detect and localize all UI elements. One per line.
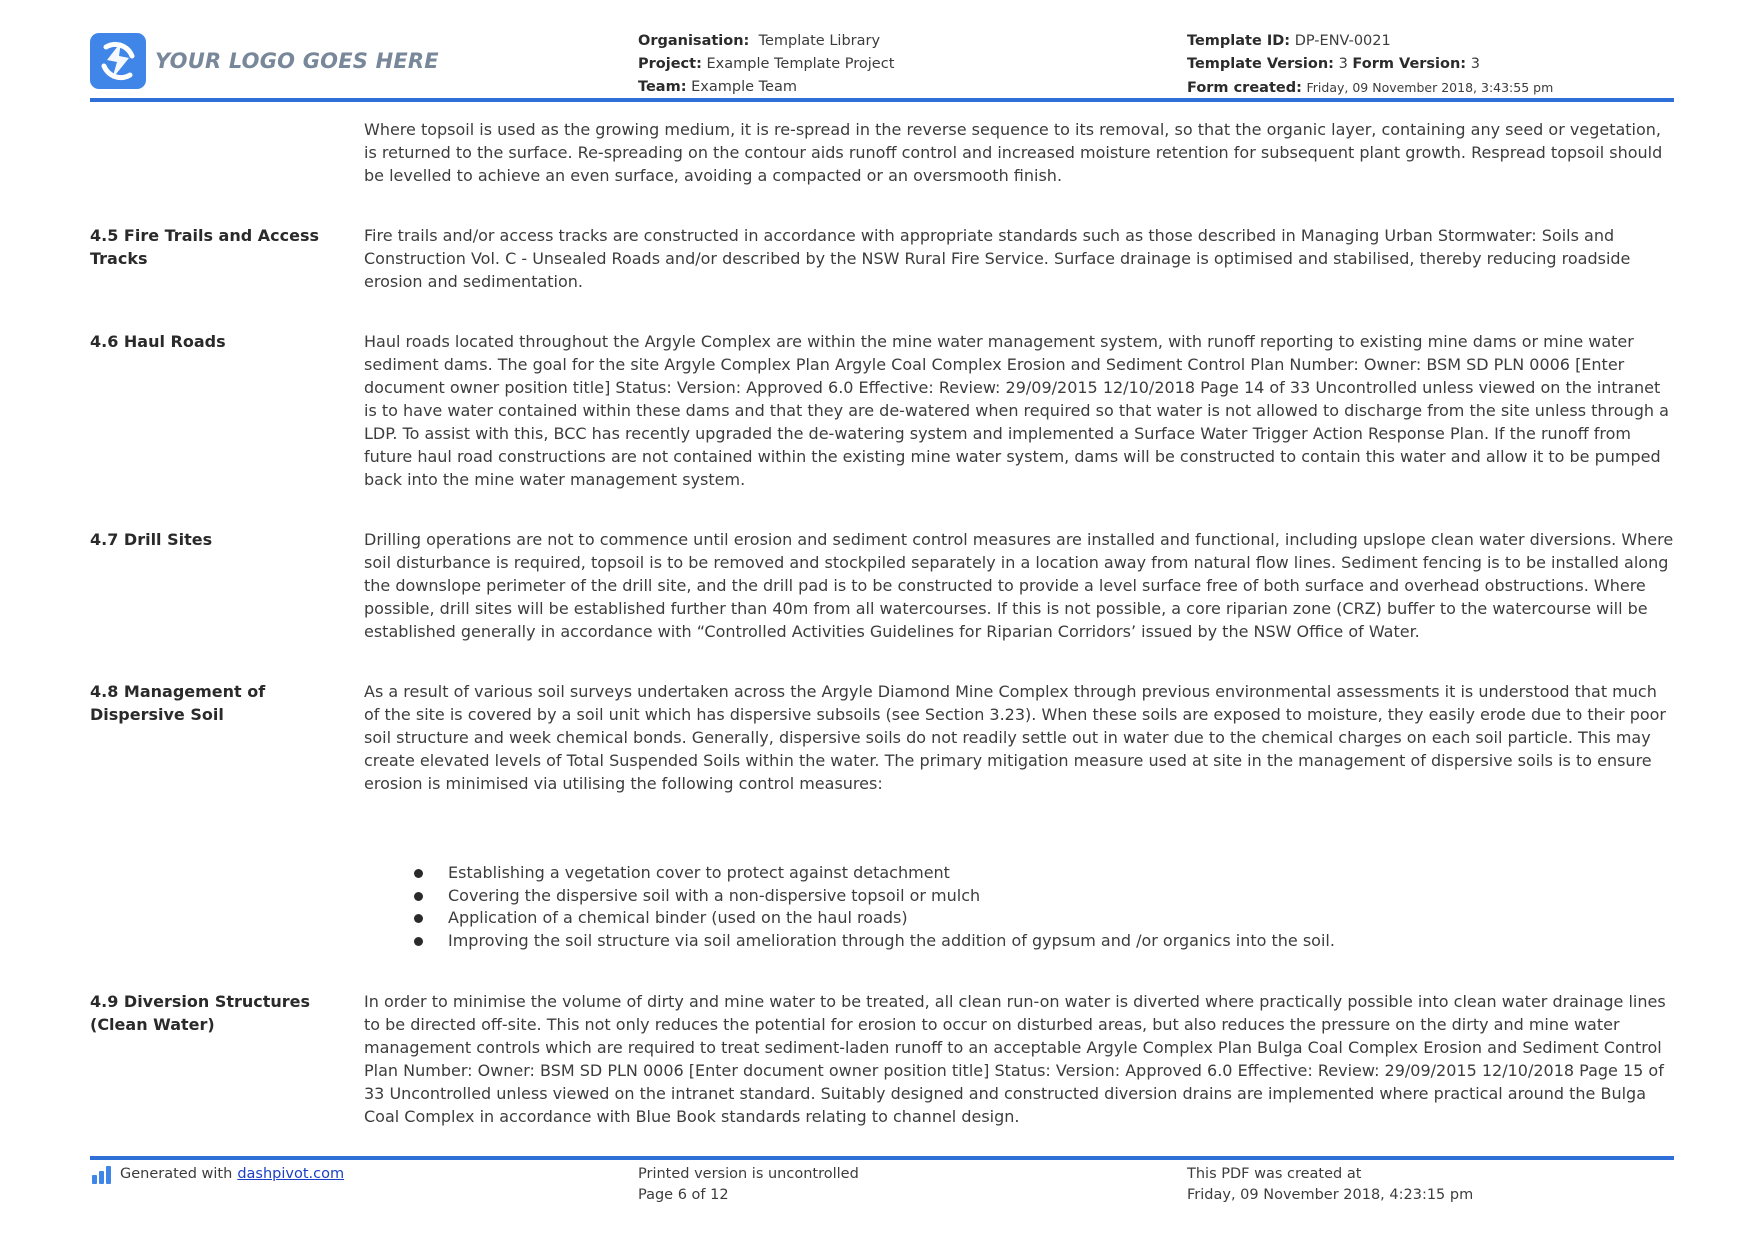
section-title: 4.8 Management of Dispersive Soil [90, 682, 266, 724]
team-value: Example Team [691, 79, 797, 95]
page-header [90, 28, 1674, 100]
form-version-value: 3 [1470, 56, 1480, 72]
list-item: Application of a chemical binder (used on the haul roads) [414, 907, 1674, 930]
project-label: Project: [638, 56, 702, 72]
list-item: Improving the soil structure via soil amelioration through the addition of gypsum and /or organics into the soil. [414, 930, 1674, 953]
list-item: Establishing a vegetation cover to protect against detachment [414, 862, 1674, 885]
section-fire-trails [90, 224, 1674, 293]
form-created-value: Friday, 09 November 2018, 3:43:55 pm [1306, 80, 1554, 95]
form-version-label: Form Version: [1352, 56, 1467, 72]
section-text: As a result of various soil surveys undertaken across the Argyle Diamond Mine Complex through previous environmental assessments it is understood that much of the site is covered by a soil unit which has dispersive subsoils (see Section 3.23). When these soils are exposed to moisture, they easily erode due to their poor soil structure and week chemical bonds. Generally, dispersive soils do not readily settle out in water due to the chemical charges on each soil particle. This may create elevated levels of Total Suspended Soils within the water. The primary mitigation measure used at site in the management of dispersive soils is to ensure erosion is minimised via utilising the following control measures: [364, 682, 1667, 793]
section-text: In order to minimise the volume of dirty and mine water to be treated, all clean run-on water is diverted where practically possible into clean water drainage lines to be directed off-site. This not only reduces the potential for erosion to occur on disturbed areas, but also reduces the pressure on the dirty and mine water management controls which are required to treat sediment-laden runoff to an acceptable Argyle Complex Plan Bulga Coal Complex Erosion and Sediment Control Plan Number: Owner: BSM SD PLN 0006 [Enter document owner position title] Status: Version: Approved 6.0 Effective: Review: 29/09/2015 12/10/2018 Page 15 of 33 Uncontrolled unless viewed on the intranet standard. Suitably designed and constructed diversion drains are implemented where practical around the Bulga Coal Complex in accordance with Blue Book standards relating to channel design. [364, 991, 1666, 1126]
company-logo [90, 33, 439, 89]
section-text: Where topsoil is used as the growing medium, it is re-spread in the reverse sequence to its removal, so that the organic layer, containing any seed or vegetation, is returned to the surface. Re-spreading on the contour aids runoff control and increased moisture retention for subsequent plant growth. Respread topsoil should be levelled to achieve an even surface, avoiding a compacted or an oversmooth finish. [364, 120, 1663, 185]
print-notice [638, 1164, 859, 1206]
section-diversion-structures [90, 990, 1674, 1128]
section-text: Fire trails and/or access tracks are constructed in accordance with appropriate standards such as those described in Managing Urban Stormwater: Soils and Construction Vol. C - Unsealed Roads and/or described by the NSW Rural Fire Service. Surface drainage is optimised and stabilised, thereby reducing roadside erosion and sedimentation. [364, 226, 1631, 291]
pdf-created-value: Friday, 09 November 2018, 4:23:15 pm [1187, 1187, 1474, 1203]
pdf-created-label: This PDF was created at [1187, 1166, 1362, 1182]
dashpivot-bars-icon [90, 1165, 114, 1185]
generated-with [90, 1164, 344, 1185]
section-title [90, 118, 364, 187]
section-topsoil-respread [90, 118, 1674, 187]
printed-notice: Printed version is uncontrolled [638, 1166, 859, 1182]
template-version-value: 3 [1338, 56, 1348, 72]
header-divider [90, 98, 1674, 102]
document-body [90, 118, 1674, 1128]
section-haul-roads [90, 330, 1674, 491]
organisation-label: Organisation: [638, 33, 750, 49]
template-id-label: Template ID: [1187, 33, 1291, 49]
control-measures-list [414, 862, 1674, 953]
pdf-created [1187, 1164, 1473, 1206]
section-text: Haul roads located throughout the Argyle Complex are within the mine water management system, with runoff reporting to existing mine dams or mine water sediment dams. The goal for the site Argyle Complex Plan Argyle Coal Complex Erosion and Sediment Control Plan Number: Owner: BSM SD PLN 0006 [Enter document owner position title] Status: Version: Approved 6.0 Effective: Review: 29/09/2015 12/10/2018 Page 14 of 33 Uncontrolled unless viewed on the intranet is to have water contained within these dams and that they are de-watered when required so that water is not allowed to discharge from the site unless through a LDP. To assist with this, BCC has recently upgraded the de-watering system and implemented a Surface Water Trigger Action Response Plan. If the runoff from future haul road constructions are not contained within the existing mine water system, dams will be constructed to contain this water and allow it to be pumped back into the mine water management system. [364, 332, 1669, 489]
project-value: Example Template Project [706, 56, 895, 72]
template-version-label: Template Version: [1187, 56, 1334, 72]
logo-text: YOUR LOGO GOES HERE [155, 49, 439, 73]
section-drill-sites [90, 528, 1674, 643]
header-meta-organisation [638, 30, 894, 99]
section-title: 4.7 Drill Sites [90, 530, 213, 549]
page-number: Page 6 of 12 [638, 1187, 729, 1203]
form-created-label: Form created: [1187, 80, 1302, 96]
section-content [364, 680, 1674, 953]
logo-icon [90, 33, 146, 89]
template-id-value: DP-ENV-0021 [1294, 33, 1391, 49]
section-title: 4.9 Diversion Structures (Clean Water) [90, 991, 311, 1034]
team-label: Team: [638, 79, 687, 95]
generated-with-label: Generated with [120, 1166, 233, 1182]
section-title: 4.5 Fire Trails and Access Tracks [90, 226, 320, 268]
organisation-value: Template Library [758, 33, 881, 49]
footer-divider [90, 1156, 1674, 1160]
header-meta-template [1187, 30, 1553, 100]
list-item: Covering the dispersive soil with a non-dispersive topsoil or mulch [414, 885, 1674, 908]
section-text: Drilling operations are not to commence until erosion and sediment control measures are installed and functional, including upslope clean water diversions. Where soil disturbance is required, topsoil is to be removed and stockpiled separately in a location away from natural flow lines. Sediment fencing is to be installed along the downslope perimeter of the drill site, and the drill pad is to be constructed to provide a level surface free of both surface and overhead obstructions. Where possible, drill sites will be established further than 40m from all watercourses. If this is not possible, a core riparian zone (CRZ) buffer to the watercourse will be established generally in accordance with “Controlled Activities Guidelines for Riparian Corridors’ issued by the NSW Office of Water. [364, 530, 1674, 641]
section-dispersive-soil [90, 680, 1674, 953]
section-title: 4.6 Haul Roads [90, 332, 226, 351]
dashpivot-link[interactable]: dashpivot.com [237, 1166, 345, 1182]
